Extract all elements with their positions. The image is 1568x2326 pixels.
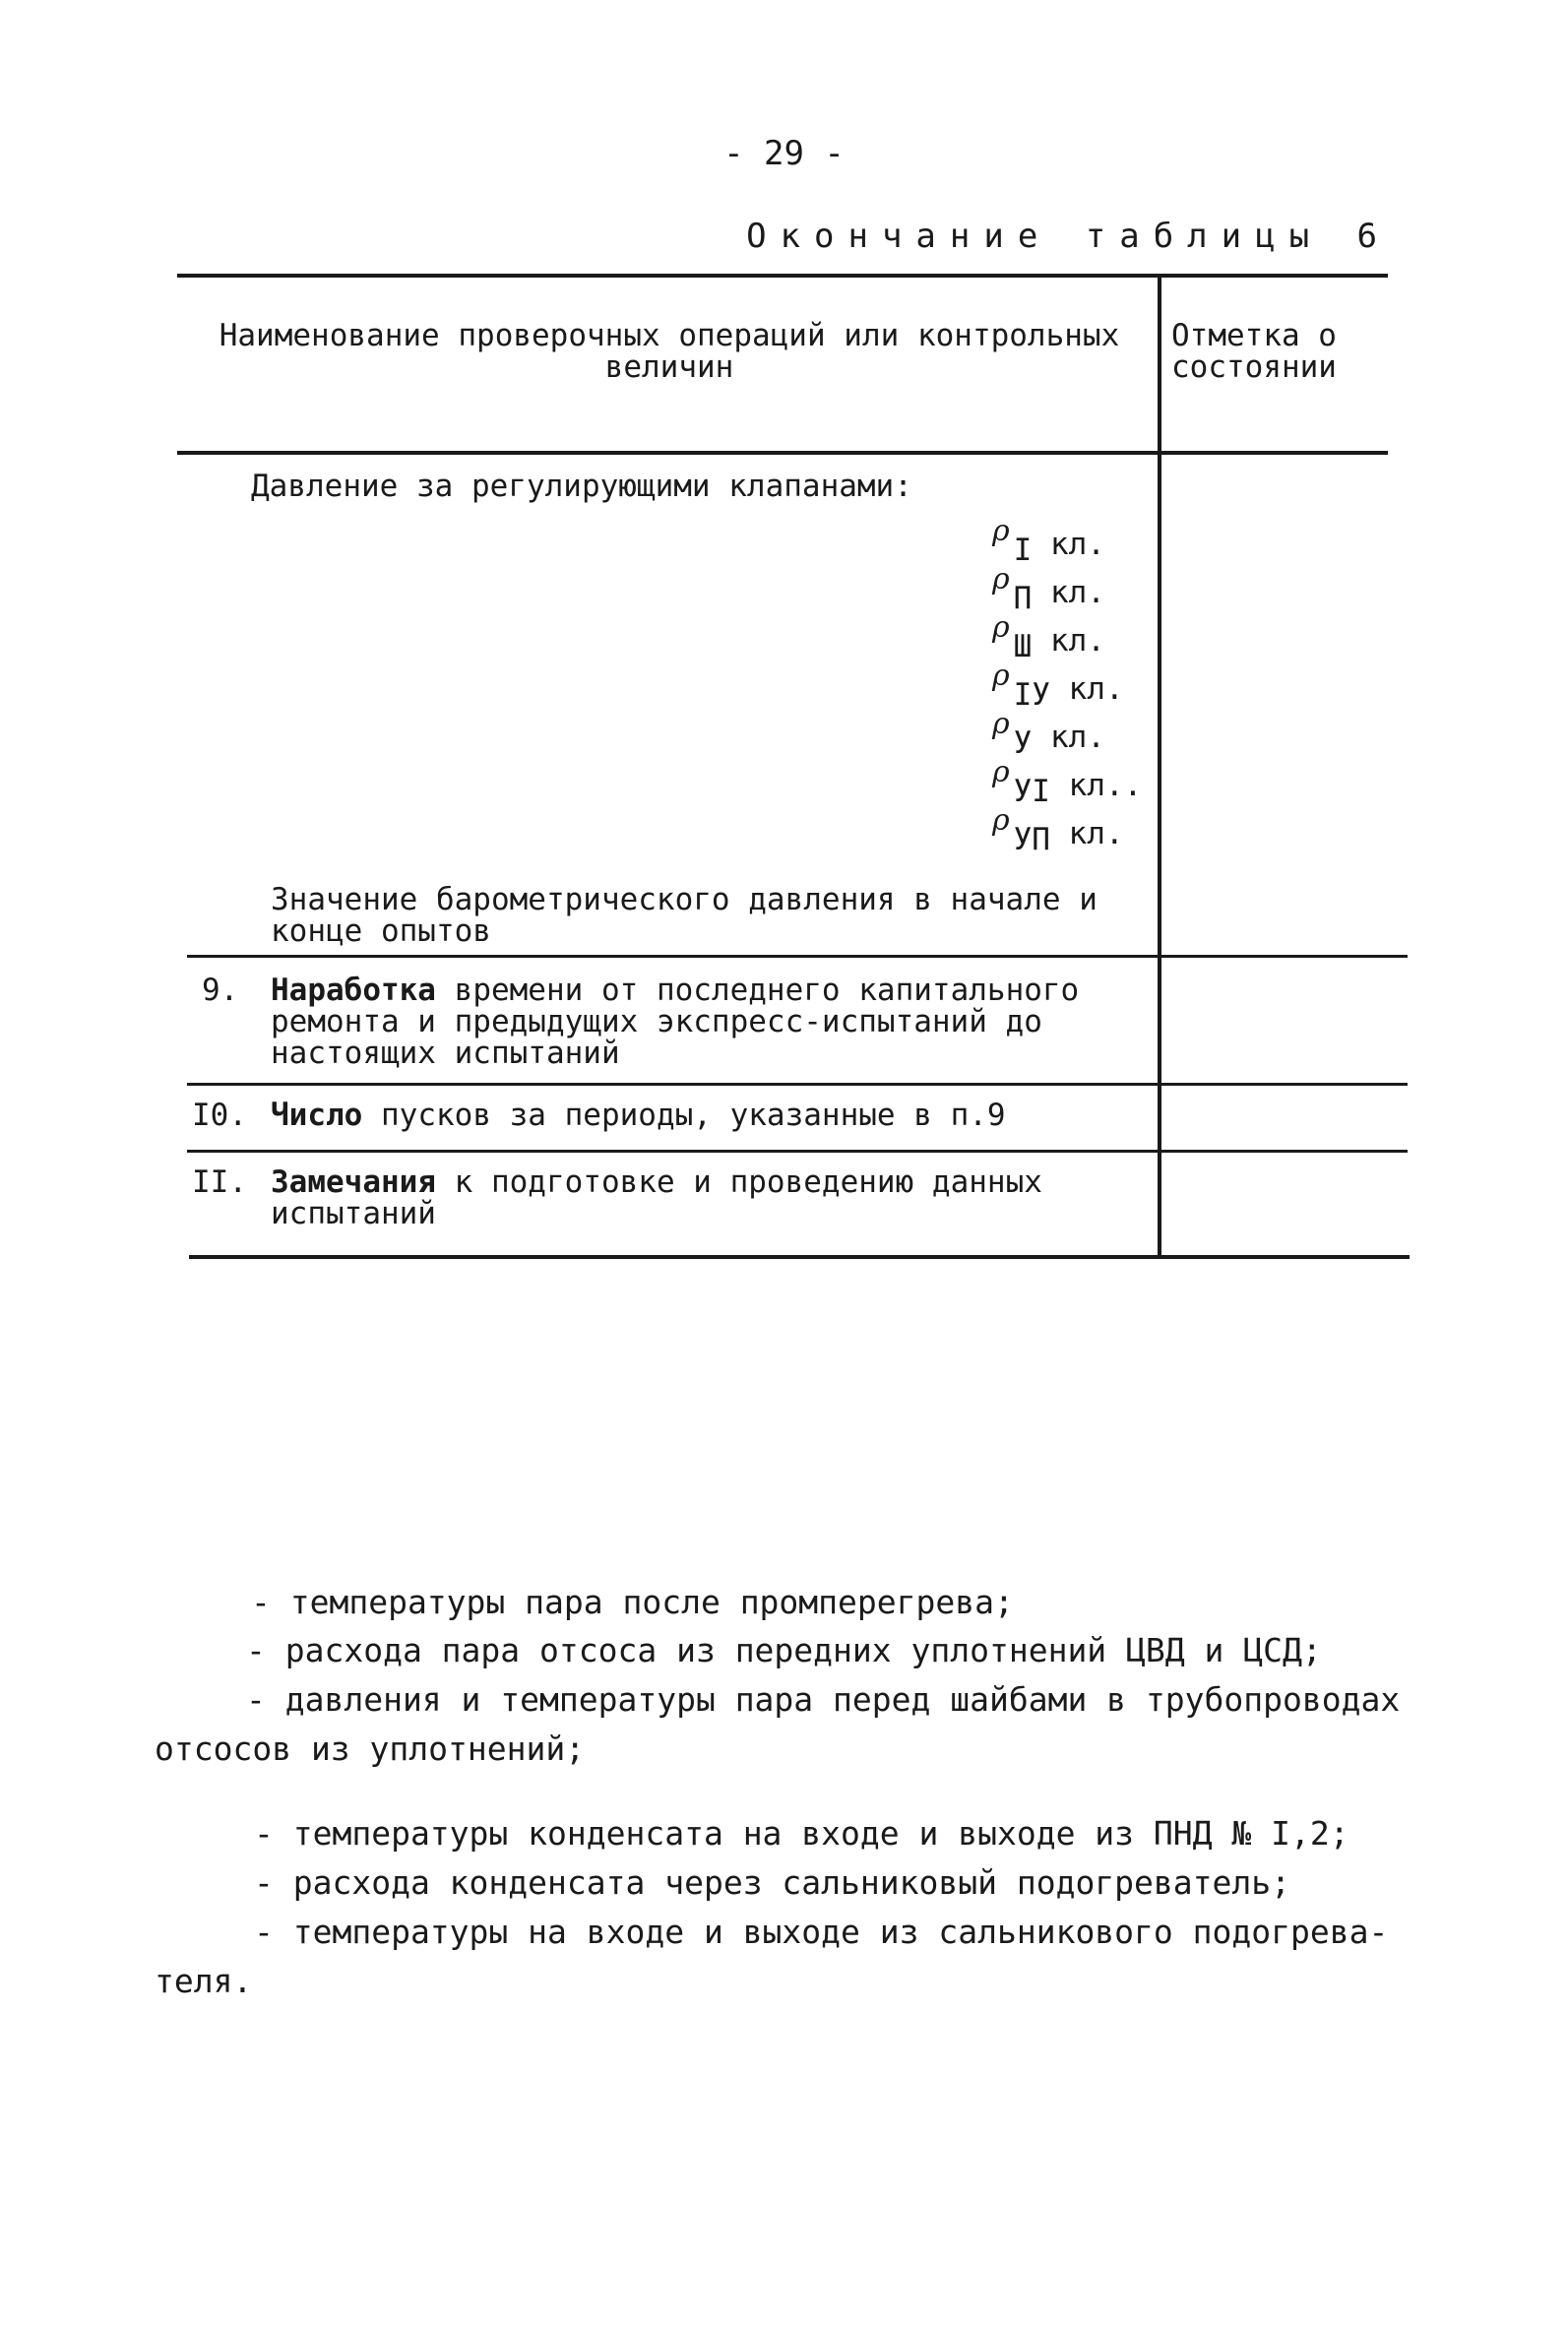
barometric-text: Значение барометрического давления в начале и конце опытов <box>271 882 1098 949</box>
column-divider <box>1158 276 1161 1258</box>
header-operations: Наименование проверочных операций или контрольных величин <box>219 318 1120 385</box>
body-line-1: - температуры пара после промперегрева; <box>251 1583 1014 1621</box>
row11-number: II. <box>192 1164 247 1200</box>
body-line-8: теля. <box>155 1962 253 2000</box>
page-number: - 29 - <box>723 134 845 173</box>
pressure-row-6: ρУI кл.. <box>992 755 1143 809</box>
row9-number: 9. <box>202 973 239 1008</box>
row10-bottom-rule <box>187 1150 1408 1153</box>
body-line-5: - температуры конденсата на входе и выходе из ПНД № I,2; <box>254 1814 1349 1853</box>
pressure-row-3: ρШ кл. <box>992 610 1105 664</box>
table-caption: Окончание таблицы 6 <box>746 217 1391 256</box>
pressure-title: Давление за регулирующими клапанами: <box>251 469 912 504</box>
row10-text: Число пусков за периоды, указанные в п.9 <box>271 1098 1006 1133</box>
header-bottom-rule <box>177 451 1388 455</box>
row8-bottom-rule <box>187 955 1408 958</box>
pressure-row-7: ρУП кл. <box>992 803 1124 857</box>
row9-bottom-rule <box>187 1083 1408 1086</box>
pressure-row-2: ρП кл. <box>992 562 1105 616</box>
body-line-6: - расхода конденсата через сальниковый подогреватель; <box>254 1863 1290 1902</box>
body-line-3: - давления и температуры пара перед шайбами в трубопроводах <box>246 1680 1401 1719</box>
table-top-rule <box>177 274 1388 278</box>
body-line-4: отсосов из уплотнений; <box>155 1729 586 1768</box>
body-line-2: - расхода пара отсоса из передних уплотнений ЦВД и ЦСД; <box>246 1631 1322 1669</box>
row9-text: Наработка времени от последнего капитального ремонта и предыдущих экспресс-испытаний до настоящих испытаний <box>271 973 1080 1071</box>
row11-text: Замечания к подготовке и проведению данных испытаний <box>271 1164 1042 1231</box>
pressure-row-4: ρIУ кл. <box>992 659 1124 713</box>
header-status: Отметка о состоянии <box>1171 318 1337 385</box>
pressure-row-5: ρУ кл. <box>992 707 1105 761</box>
pressure-row-1: ρI кл. <box>992 514 1105 568</box>
table-bottom-rule <box>189 1255 1410 1259</box>
body-line-7: - температуры на входе и выходе из сальникового подогрева- <box>254 1913 1389 1951</box>
row10-number: I0. <box>192 1098 247 1133</box>
